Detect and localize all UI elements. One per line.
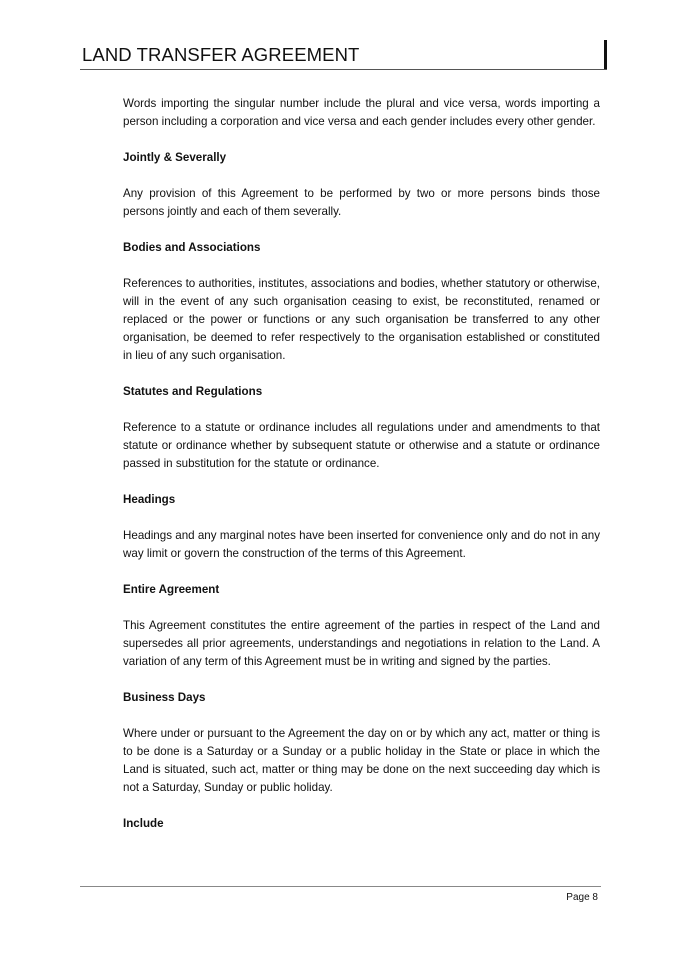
section-body-headings: Headings and any marginal notes have been inserted for convenience only and do not in any way limit or govern the construction of the terms of this Agreement. — [123, 529, 600, 560]
section-body-jointly-severally: Any provision of this Agreement to be performed by two or more persons binds those persons jointly and each of them severally. — [123, 187, 600, 218]
section-body-business-days: Where under or pursuant to the Agreement the day on or by which any act, matter or thing is to be done is a Saturday or a Sunday or a public holiday in the State or place in which the Land is situated, such act, matter or thing may be done on the next succeeding day which is not a Saturday, Sunday or public holiday. — [123, 727, 600, 794]
section-heading-headings: Headings — [123, 493, 176, 506]
document-title: LAND TRANSFER AGREEMENT — [82, 44, 360, 65]
header-accent-bar — [604, 40, 607, 70]
page-number: Page 8 — [566, 892, 598, 903]
section-heading-entire-agreement: Entire Agreement — [123, 583, 220, 596]
section-body-entire-agreement: This Agreement constitutes the entire agreement of the parties in respect of the Land and supersedes all prior agreements, understandings and negotiations in relation to the Land. A variation of any term of this Agreement must be in writing and signed by the parties. — [123, 619, 600, 668]
section-heading-jointly-severally: Jointly & Severally — [123, 151, 227, 164]
section-heading-business-days: Business Days — [123, 691, 206, 704]
section-heading-bodies-associations: Bodies and Associations — [123, 241, 261, 254]
section-heading-statutes-regulations: Statutes and Regulations — [123, 385, 263, 398]
document-body — [123, 95, 600, 851]
section-body-statutes-regulations: Reference to a statute or ordinance includes all regulations under and amendments to that statute or ordinance whether by subsequent statute or otherwise and a statute or ordinance passed in substitution for the statute or ordinance. — [123, 421, 600, 470]
intro-paragraph: Words importing the singular number include the plural and vice versa, words importing a person including a corporation and vice versa and each gender includes every other gender. — [123, 97, 600, 128]
section-heading-include: Include — [123, 817, 164, 830]
section-body-bodies-associations: References to authorities, institutes, associations and bodies, whether statutory or otherwise, will in the event of any such organisation ceasing to exist, be reconstituted, renamed or replaced or the power or functions or any such organisation be transferred to any other organisation, be deemed to refer respectively to the organisation established or constituted in lieu of any such organisation. — [123, 277, 600, 362]
header-divider — [80, 69, 607, 70]
footer-divider — [80, 886, 601, 887]
